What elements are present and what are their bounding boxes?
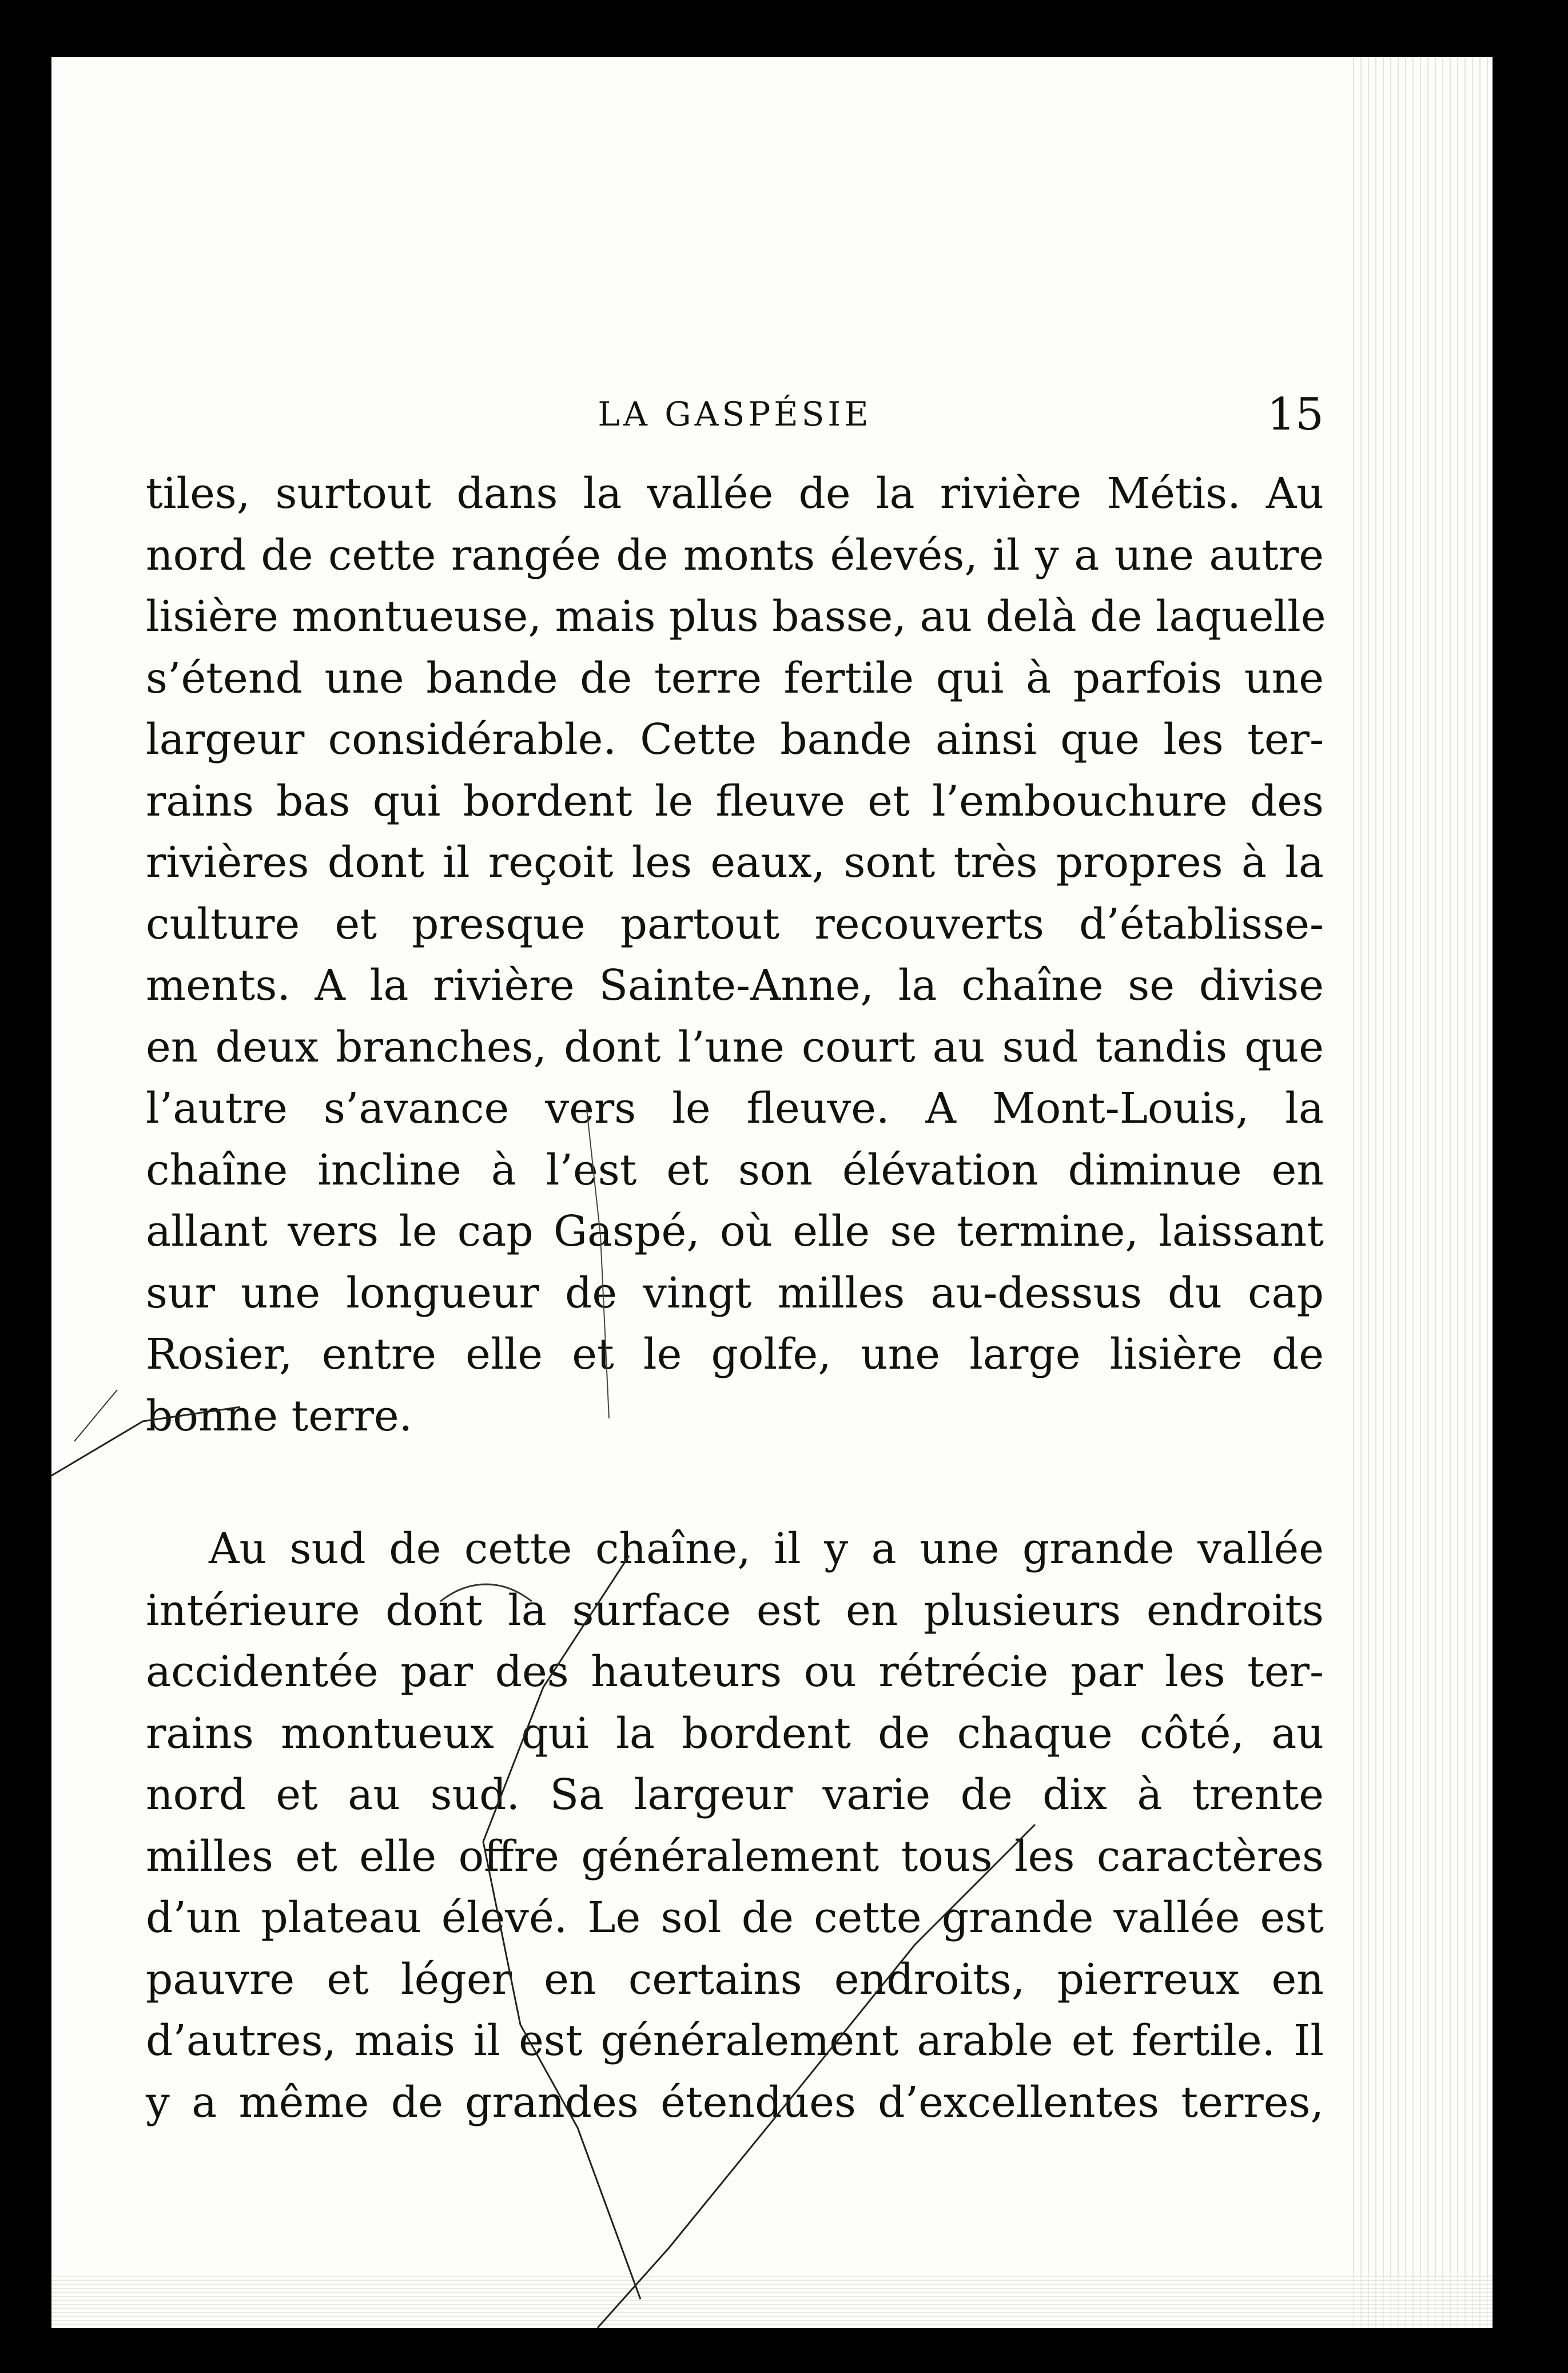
- text-line: culture et presque partout recouverts d’établisse-: [146, 899, 1324, 949]
- text-line: y a même de grandes étendues d’excellentes terres,: [146, 2077, 1324, 2127]
- text-line: largeur considérable. Cette bande ainsi que les ter-: [146, 715, 1324, 764]
- bottom-edge-shading: [51, 2276, 1493, 2328]
- body-text: [146, 463, 1324, 2133]
- text-line: en deux branches, dont l’une court au sud tandis que: [146, 1022, 1324, 1072]
- text-line: rains bas qui bordent le fleuve et l’embouchure des: [146, 776, 1324, 826]
- running-head: [146, 389, 1324, 458]
- text-line: Rosier, entre elle et le golfe, une large lisière de: [146, 1330, 1324, 1379]
- text-line: d’un plateau élevé. Le sol de cette grande vallée est: [146, 1893, 1324, 1942]
- text-line: Au sud de cette chaîne, il y a une grande vallée: [209, 1524, 1324, 1573]
- book-page: [51, 57, 1493, 2328]
- text-line: l’autre s’avance vers le fleuve. A Mont-Louis, la: [146, 1084, 1324, 1133]
- page-number: 15: [1267, 389, 1324, 440]
- text-line: lisière montueuse, mais plus basse, au delà de laquelle: [146, 592, 1326, 641]
- text-line: nord de cette rangée de monts élevés, il y a une autre: [146, 530, 1324, 580]
- pencil-stroke: [74, 1390, 117, 1441]
- text-line: sur une longueur de vingt milles au-dessus du cap: [146, 1268, 1324, 1318]
- text-line: intérieure dont la surface est en plusieurs endroits: [146, 1585, 1324, 1635]
- text-line: bonne terre.: [146, 1391, 413, 1441]
- text-line: ments. A la rivière Sainte-Anne, la chaîne se divise: [146, 961, 1324, 1010]
- page-edge-shading: [1350, 57, 1493, 2328]
- paragraph-gap: [146, 1447, 1324, 1519]
- text-line: rivières dont il reçoit les eaux, sont très propres à la: [146, 838, 1324, 887]
- text-line: milles et elle offre généralement tous les caractères: [146, 1831, 1324, 1881]
- text-line: nord et au sud. Sa largeur varie de dix à trente: [146, 1770, 1324, 1819]
- text-line: rains montueux qui la bordent de chaque côté, au: [146, 1708, 1324, 1758]
- text-line: pauvre et léger en certains endroits, pierreux en: [146, 1954, 1324, 2004]
- text-line: chaîne incline à l’est et son élévation diminue en: [146, 1145, 1324, 1195]
- running-title: LA GASPÉSIE: [598, 395, 872, 434]
- paragraph-1: [146, 463, 1324, 1447]
- text-line: accidentée par des hauteurs ou rétrécie par les ter-: [146, 1647, 1324, 1696]
- text-line: tiles, surtout dans la vallée de la rivière Métis. Au: [146, 469, 1324, 518]
- paragraph-2: [146, 1519, 1324, 2133]
- text-line: s’étend une bande de terre fertile qui à parfois une: [146, 653, 1324, 703]
- text-line: d’autres, mais il est généralement arable et fertile. Il: [146, 2016, 1324, 2065]
- text-line: allant vers le cap Gaspé, où elle se termine, laissant: [146, 1207, 1324, 1256]
